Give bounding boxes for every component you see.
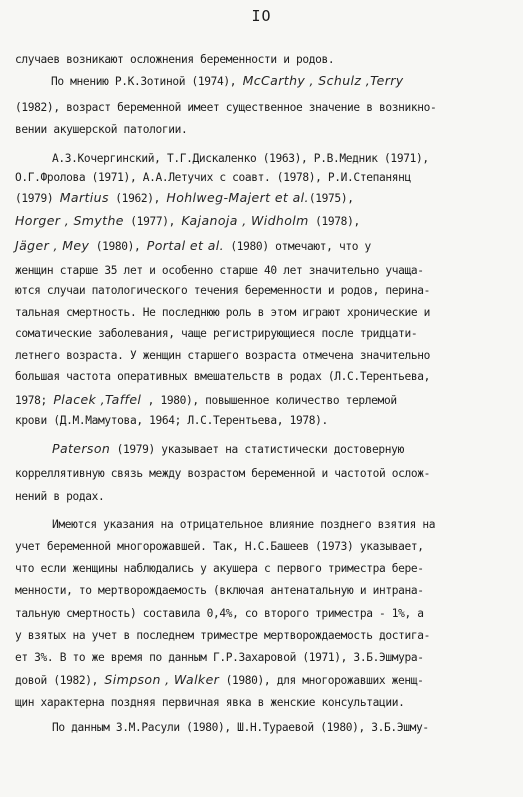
text-line	[15, 264, 424, 278]
typed-text: нений в родах.	[15, 490, 105, 503]
text-line	[15, 370, 430, 384]
handwritten-citation: Kajanoja , Widholm	[181, 213, 309, 228]
text-line	[15, 540, 424, 554]
typed-text: Имеются указания на отрицательное влияние позднего взятия на	[52, 518, 436, 531]
typed-text: что если женщины наблюдались у акушера с первого триместра бере-	[15, 562, 424, 575]
text-line	[52, 152, 429, 166]
text-line	[15, 171, 411, 185]
handwritten-citation: Paterson	[52, 441, 111, 456]
typed-text: (1978),	[308, 215, 360, 228]
typed-text: (1979) указывает на статистически достоверную	[110, 443, 404, 456]
typed-text: ет 3%. В то же время по данным Г.Р.Захаровой (1971), З.Б.Эшмура-	[15, 651, 424, 664]
text-line	[15, 101, 436, 115]
text-line	[15, 696, 405, 710]
text-line	[15, 584, 424, 598]
handwritten-citation: Jäger , Mey	[15, 238, 90, 253]
text-line	[15, 239, 371, 254]
typed-text: вении акушерской патологии.	[15, 123, 188, 136]
text-line	[15, 393, 397, 408]
page-number: IO	[251, 7, 272, 25]
typed-text: довой (1982),	[15, 674, 105, 687]
typed-text: тальную смертность) составила 0,4%, со второго триместра - 1%, а	[15, 607, 424, 620]
handwritten-citation: Placek ,Taffel	[53, 392, 142, 407]
typed-text: (1962),	[108, 192, 167, 205]
text-line	[15, 467, 430, 481]
text-line	[15, 673, 424, 688]
text-line	[15, 651, 424, 665]
text-line	[15, 123, 187, 137]
typed-text: у взятых на учет в последнем триместре мертворождаемость достига-	[15, 629, 431, 642]
text-line	[15, 490, 104, 504]
typed-text: женщин старше 35 лет и особенно старше 40 лет значительно учаща-	[15, 264, 424, 277]
handwritten-citation: Portal et al.	[146, 238, 224, 253]
typed-text: О.Г.Фролова (1971), А.А.Летучих с соавт. (1978), Р.И.Степанянц	[15, 171, 411, 184]
text-line	[15, 191, 354, 206]
handwritten-citation: Hohlweg-Majert et al.	[166, 190, 309, 205]
typed-text: случаев возникают осложнения беременности и родов.	[15, 53, 335, 66]
handwritten-citation: McCarthy , Schulz ,Terry	[242, 73, 404, 88]
text-line	[15, 562, 424, 576]
typed-text: , 1980), повышенное количество терлемой	[141, 394, 397, 407]
text-line	[15, 306, 430, 320]
typed-text: (1980) отмечают, что у	[224, 240, 371, 253]
typed-text: (1979)	[15, 192, 60, 205]
handwritten-citation: Horger , Smythe	[15, 213, 124, 228]
typed-text: тальная смертность. Не последнюю роль в этом играют хронические и	[15, 306, 431, 319]
text-line	[52, 518, 435, 532]
typed-text: соматические заболевания, чаще регистрирующиеся после тридцати-	[15, 327, 418, 340]
text-line	[15, 284, 430, 298]
typed-text: (1980), для многорожавших женщ-	[219, 674, 424, 687]
text-line	[15, 349, 430, 363]
typed-text: ются случаи патологического течения беременности и родов, перина-	[15, 284, 431, 297]
text-line	[51, 74, 404, 89]
typed-text: крови (Д.М.Мамутова, 1964; Л.С.Терентьева, 1978).	[15, 414, 328, 427]
typed-text: По мнению Р.К.Зотиной (1974),	[51, 75, 243, 88]
typed-text: щин характерна поздняя первичная явка в женские консультации.	[15, 696, 405, 709]
typed-text: 1978;	[15, 394, 54, 407]
text-line	[15, 607, 424, 621]
text-line	[52, 721, 429, 735]
typed-text: большая частота оперативных вмешательств в родах (Л.С.Терентьева,	[15, 370, 431, 383]
handwritten-citation: Simpson , Walker	[104, 672, 220, 687]
typed-text: По данным З.М.Расули (1980), Ш.Н.Тураевой (1980), З.Б.Эшму-	[52, 721, 429, 734]
handwritten-citation: Martius	[59, 190, 109, 205]
typed-text: учет беременной многорожавшей. Так, Н.С.Башеев (1973) указывает,	[15, 540, 424, 553]
typed-text: А.З.Кочергинский, Т.Г.Дискаленко (1963), Р.В.Медник (1971),	[52, 152, 429, 165]
typed-text: (1977),	[123, 215, 182, 228]
text-line	[15, 629, 430, 643]
text-line	[15, 327, 417, 341]
text-line	[52, 442, 404, 457]
typed-text: (1975),	[308, 192, 354, 205]
typed-text: корреллятивную связь между возрастом беременной и частотой ослож-	[15, 467, 431, 480]
text-line	[15, 414, 328, 428]
typed-text: (1980),	[89, 240, 147, 253]
typed-text: менности, то мертворождаемость (включая антенатальную и интрана-	[15, 584, 424, 597]
typed-text: (1982), возраст беременной имеет существенное значение в возникно-	[15, 101, 437, 114]
text-line	[15, 214, 360, 229]
text-line	[15, 53, 334, 67]
typed-text: летнего возраста. У женщин старшего возраста отмечена значительно	[15, 349, 431, 362]
